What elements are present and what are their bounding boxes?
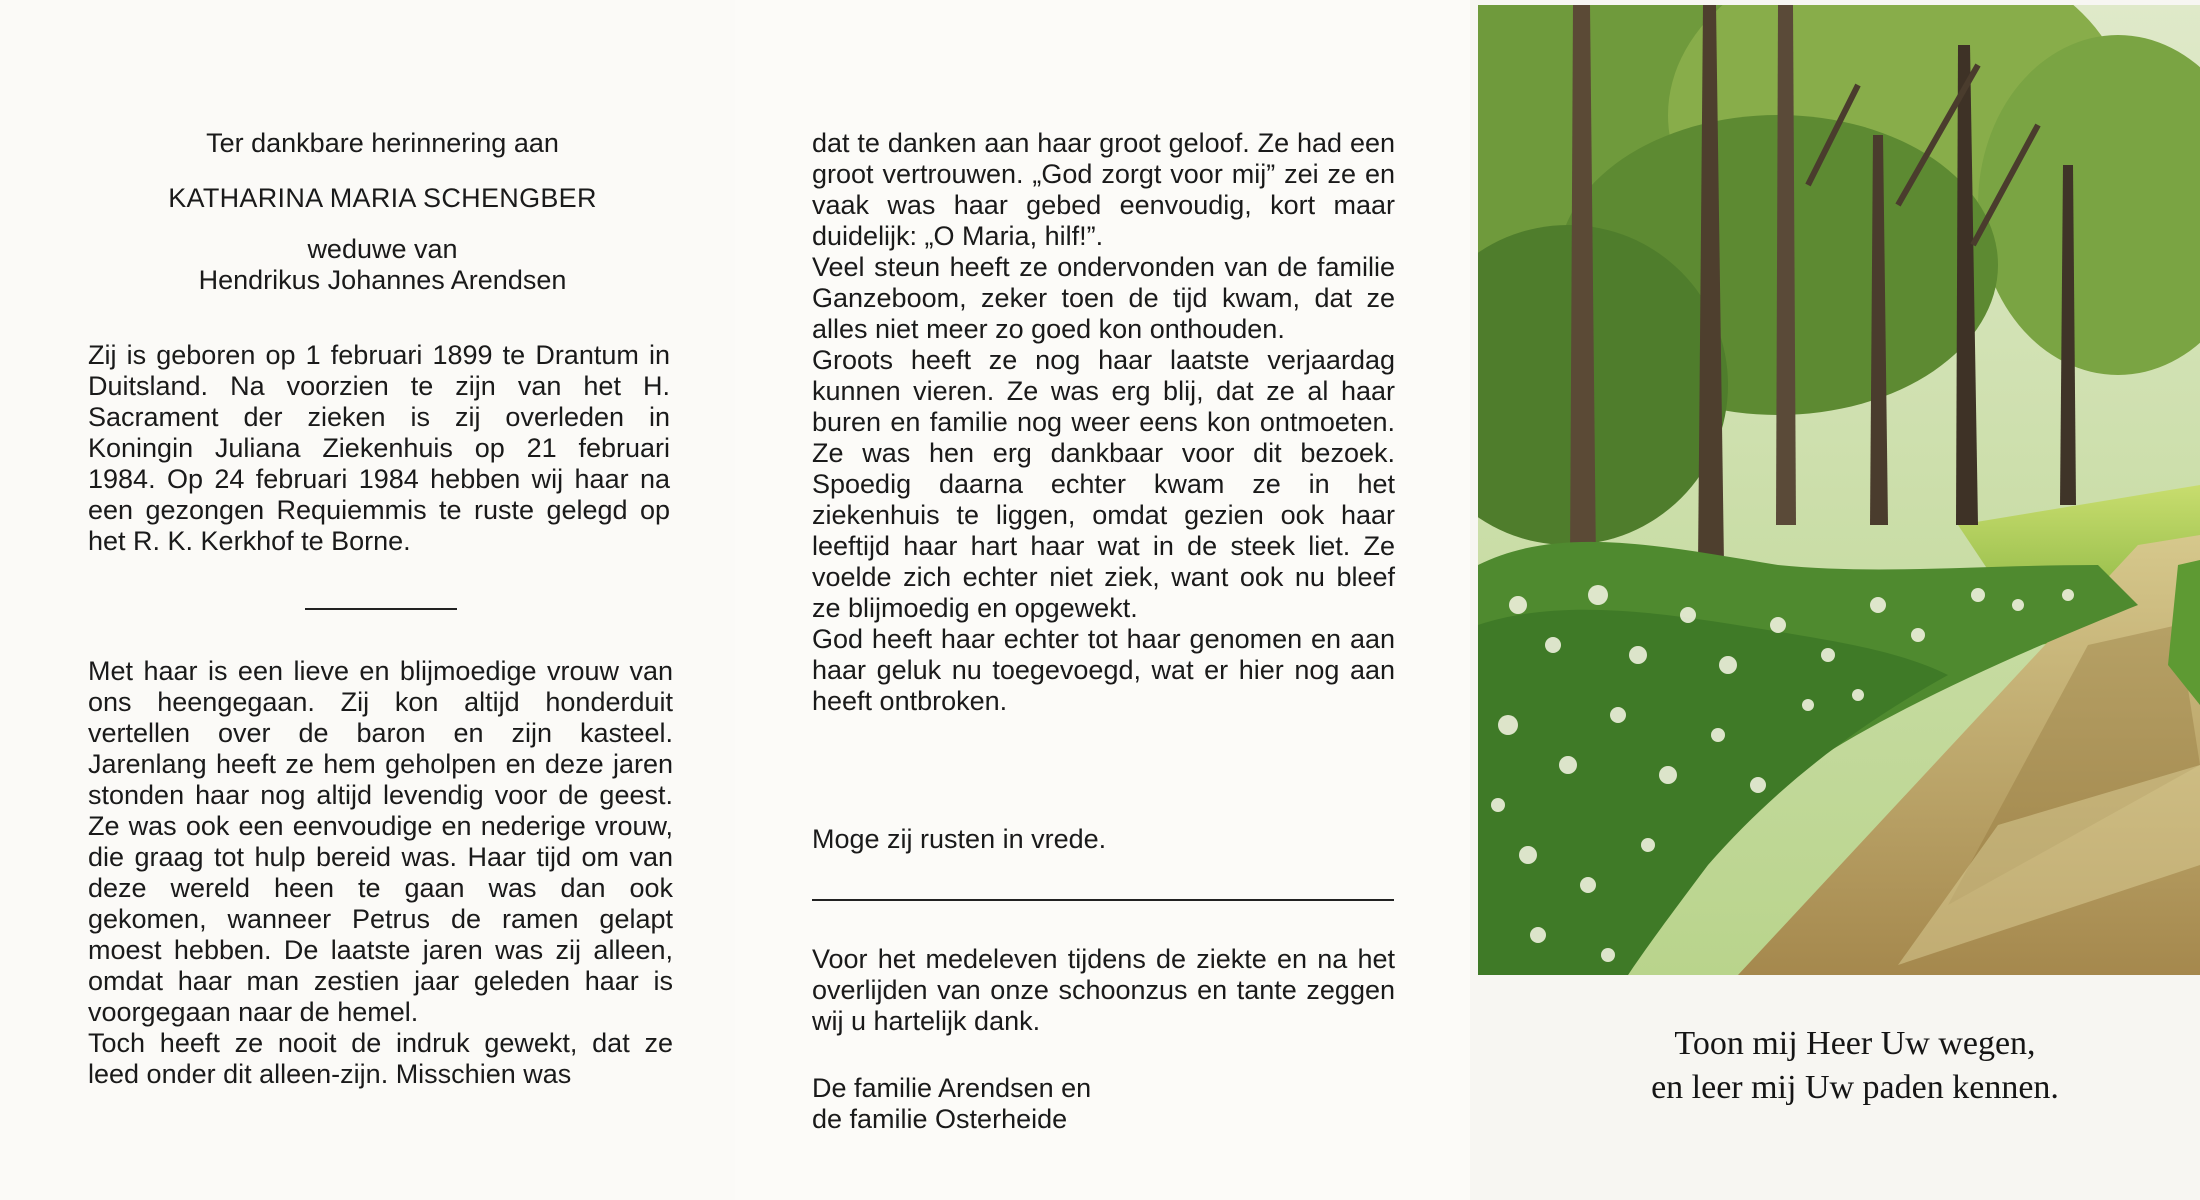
- tribute-paragraph-6: God heeft haar echter tot haar genomen en aan haar geluk nu toegevoegd, wat er hier nog aan heeft ontbroken.: [812, 624, 1395, 716]
- tribute-paragraph-4: Veel steun heeft ze ondervonden van de familie Ganzeboom, zeker toen de tijd kwam, dat ze alles niet meer zo goed kon onthouden.: [812, 252, 1395, 344]
- deceased-name: KATHARINA MARIA SCHENGBER: [168, 183, 597, 213]
- husband-name: Hendrikus Johannes Arendsen: [198, 265, 567, 295]
- tribute-paragraph-3: dat te danken aan haar groot geloof. Ze had een groot vertrouwen. „God zorgt voor mij” zei ze en vaak was haar gebed eenvoudig, kort maar duidelijk: „O Maria, hilf!”.: [812, 128, 1395, 251]
- section-divider: [305, 608, 457, 610]
- signoff-line-2: de familie Osterheide: [812, 1104, 1068, 1134]
- verse-line-1: Toon mij Heer Uw wegen,: [1674, 1025, 2036, 1062]
- tribute-continued: [812, 128, 1395, 717]
- biography-paragraph: Zij is geboren op 1 februari 1899 te Drantum in Duitsland. Na voorzien te zijn van het H. Sacrament der zieken is zij overleden in Koningin Juliana Ziekenhuis op 21 februari 1984. Op 24 februari 1984 hebben wij haar na een gezongen Requiemmis te ruste gelegd op het R. K. Kerkhof te Borne.: [88, 340, 670, 556]
- thanks-divider: [812, 899, 1394, 901]
- tribute-paragraph-2: Toch heeft ze nooit de indruk gewekt, dat ze leed onder dit alleen-zijn. Misschien was: [88, 1028, 673, 1089]
- family-signoff: [812, 1073, 1395, 1135]
- memorial-header: [80, 128, 685, 296]
- signoff-line-1: De familie Arendsen en: [812, 1073, 1092, 1103]
- bible-verse: [1545, 1022, 2165, 1110]
- intro-text: Ter dankbare herinnering aan: [206, 128, 559, 158]
- rest-in-peace-text: Moge zij rusten in vrede.: [812, 824, 1107, 854]
- verse-line-2: en leer mij Uw paden kennen.: [1651, 1069, 2059, 1106]
- tribute-text: [88, 656, 673, 1090]
- tribute-paragraph-1: Met haar is een lieve en blijmoedige vrouw van ons heengegaan. Zij kon altijd honderduit vertellen over de baron en zijn kasteel. Jarenlang heeft ze hem geholpen en deze jaren stonden haar nog altijd levendig voor de geest. Ze was ook een eenvoudige en nederige vrouw, die graag tot hulp bereid was. Haar tijd om van deze wereld heen te gaan was dan ook gekomen, wanneer Petrus de ramen gelapt moest hebben. De laatste jaren was zij alleen, omdat haar man zestien jaar geleden haar is voorgegaan naar de hemel.: [88, 656, 673, 1027]
- tribute-paragraph-5: Groots heeft ze nog haar laatste verjaardag kunnen vieren. Ze was erg blij, dat ze al haar buren en familie nog weer eens kon ontmoeten. Ze was hen erg dankbaar voor dit bezoek. Spoedig daarna echter kwam ze in het ziekenhuis te liggen, omdat gezien ook haar leeftijd haar hart haar wat in de steek liet. Ze voelde zich echter niet ziek, want ook nu bleef ze blijmoedig en opgewekt.: [812, 345, 1395, 623]
- widow-of-text: weduwe van: [307, 234, 458, 264]
- thanks-paragraph: Voor het medeleven tijdens de ziekte en na het overlijden van onze schoonzus en tante zeggen wij u hartelijk dank.: [812, 944, 1395, 1036]
- tree-lined-path-photo: [1478, 5, 2200, 975]
